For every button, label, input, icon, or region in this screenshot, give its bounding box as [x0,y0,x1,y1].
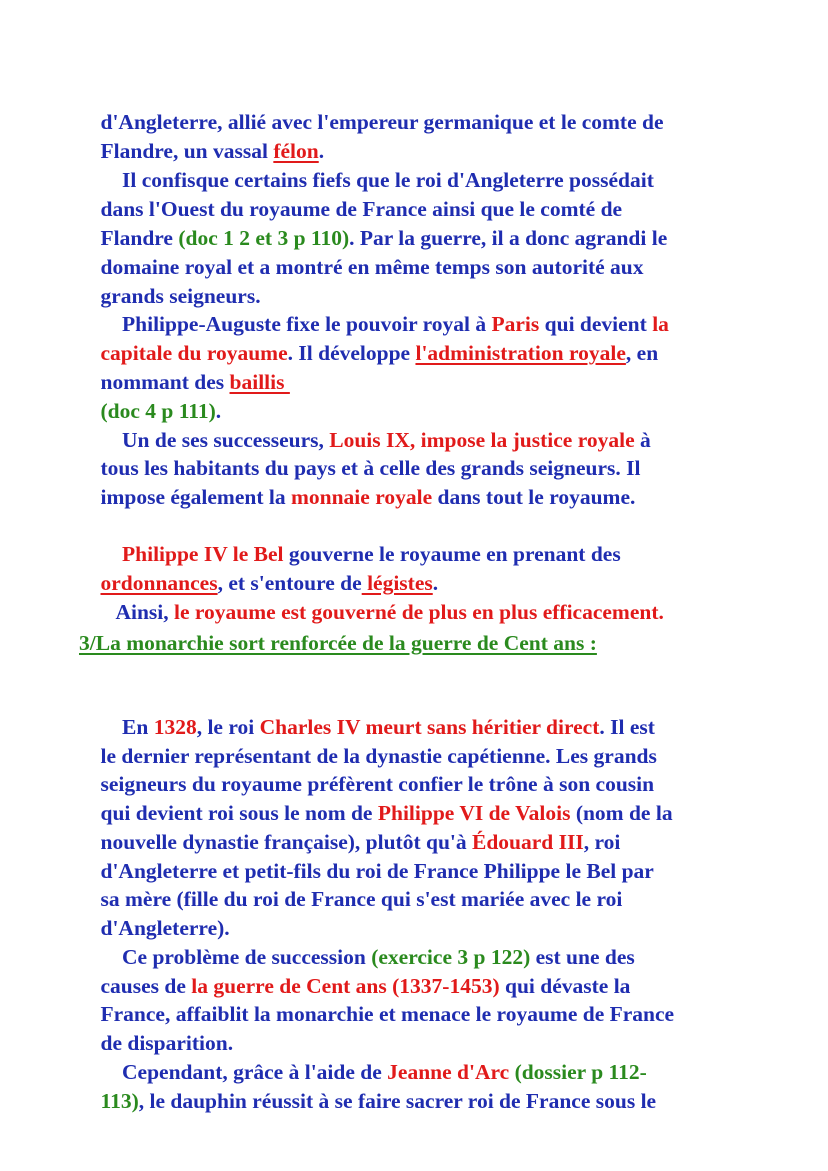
text-run: grands seigneurs. [100,284,261,308]
term-jeanne-darc: Jeanne d'Arc [387,1060,510,1084]
doc-reference: 113) [100,1089,139,1113]
text-run: En [100,715,154,739]
section-heading: 3/La monarchie sort renforcée de la guerre de Cent ans : [79,631,597,655]
text-run: gouverne le royaume en prenant des [283,542,621,566]
text-line [79,832,654,883]
text-run: Flandre, un vassal [100,139,274,163]
text-line [79,918,635,969]
text-run: Ce problème de succession [100,945,372,969]
text-line [79,458,636,509]
text-run: (nom de la [570,801,673,825]
text-line [79,372,222,423]
term-louis-ix: Louis IX, impose la justice royale [329,428,635,452]
text-run: Il confisque certains fiefs que le roi d'Angleterre possédait [100,168,654,192]
text-run: qui devient roi sous le nom de [100,801,378,825]
text-run: à [634,428,651,452]
text-run: sa mère (fille du roi de France qui s'est mariée avec le roi [100,887,623,911]
text-run: Ainsi, [100,600,174,624]
doc-reference: (exercice 3 p 122) [371,945,531,969]
term-philippe-vi: Philippe VI de Valois [377,801,571,825]
text-line [79,228,644,279]
term-edouard-iii: Édouard III [472,830,584,854]
term-guerre-cent-ans: la guerre de Cent ans (1337-1453) [191,974,500,998]
text-run: . [215,399,222,423]
text-line [79,889,230,940]
text-run: dans tout le royaume. [432,485,636,509]
text-run: causes de [100,974,192,998]
doc-reference: (dossier p 112- [509,1060,647,1084]
term-charles-iv: Charles IV meurt sans héritier direct [259,715,600,739]
term-date: 1328 [153,715,197,739]
text-run: , le dauphin réussit à se faire sacrer roi de France sous le [138,1089,657,1113]
text-run: . Il développe [287,341,416,365]
text-line [79,1033,647,1084]
term-monnaie-royale: monnaie royale [290,485,433,509]
text-line [79,401,651,452]
text-run: qui devient [539,312,653,336]
text-run: dans l'Ouest du royaume de France ainsi que le comté de [100,197,623,221]
text-run: , roi [583,830,621,854]
text-line [79,688,655,739]
text-run: nouvelle dynastie française), plutôt qu'à [100,830,472,854]
text-run: tous les habitants du pays et à celle des grands seigneurs. Il [100,456,641,480]
text-run: seigneurs du royaume préfèrent confier le trône à son cousin [100,772,655,796]
text-run: est une des [530,945,635,969]
text-line [79,141,654,192]
text-run: . Il est [599,715,655,739]
text-line [79,860,623,911]
text-line [79,314,659,365]
text-line [79,429,641,480]
text-line [79,170,623,221]
term-paris: Paris [491,312,540,336]
text-run: . [432,571,439,595]
text-line [79,573,664,624]
text-run: nommant des [100,370,230,394]
term-felon: félon [273,139,319,163]
term-capitale: la [652,312,669,336]
text-line [79,745,655,796]
text-run: , le roi [196,715,260,739]
text-line [79,257,261,308]
text-line [79,1004,234,1055]
text-line [79,717,657,768]
text-run: domaine royal et a montré en même temps son autorité aux [100,255,644,279]
text-line [79,975,675,1026]
text-line [79,515,621,566]
text-run: , et s'entoure de [217,571,362,595]
text-run: Cependant, grâce à l'aide de [100,1060,388,1084]
term-administration-royale: l'administration royale [415,341,626,365]
term-legistes: légistes [361,571,433,595]
doc-reference: (doc 1 2 et 3 p 110) [178,226,350,250]
text-line [79,112,325,163]
text-line [79,285,669,336]
text-line [79,544,439,595]
text-run: Flandre [100,226,179,250]
term-ordonnances: ordonnances [100,571,218,595]
text-line [79,343,290,394]
text-run: de disparition. [100,1031,234,1055]
text-run: impose également la [100,485,291,509]
text-run: Un de ses successeurs, [100,428,330,452]
text-line [79,774,673,825]
text-line [79,803,621,854]
term-capitale: capitale du royaume [100,341,288,365]
text-run: Philippe-Auguste fixe le pouvoir royal à [100,312,492,336]
text-line [79,199,668,250]
text-run: le dernier représentant de la dynastie capétienne. Les grands [100,744,657,768]
text-line [79,1062,657,1113]
text-run: qui dévaste la [499,974,631,998]
text-run: France, affaiblit la monarchie et menace le royaume de France [100,1002,675,1026]
text-line [79,947,631,998]
text-run: d'Angleterre). [100,916,230,940]
text-run: , en [625,341,659,365]
term-baillis: baillis [229,370,290,394]
term-philippe-iv: Philippe IV le Bel [100,542,284,566]
text-run: d'Angleterre, allié avec l'empereur germanique et le comte de [100,110,664,134]
doc-reference: (doc 4 p 111) [100,399,216,423]
text-run: . [318,139,325,163]
conclusion-text: le royaume est gouverné de plus en plus efficacement. [174,600,664,624]
text-run: . Par la guerre, il a donc agrandi le [349,226,668,250]
text-run: d'Angleterre et petit-fils du roi de France Philippe le Bel par [100,859,654,883]
text-line [79,83,664,134]
